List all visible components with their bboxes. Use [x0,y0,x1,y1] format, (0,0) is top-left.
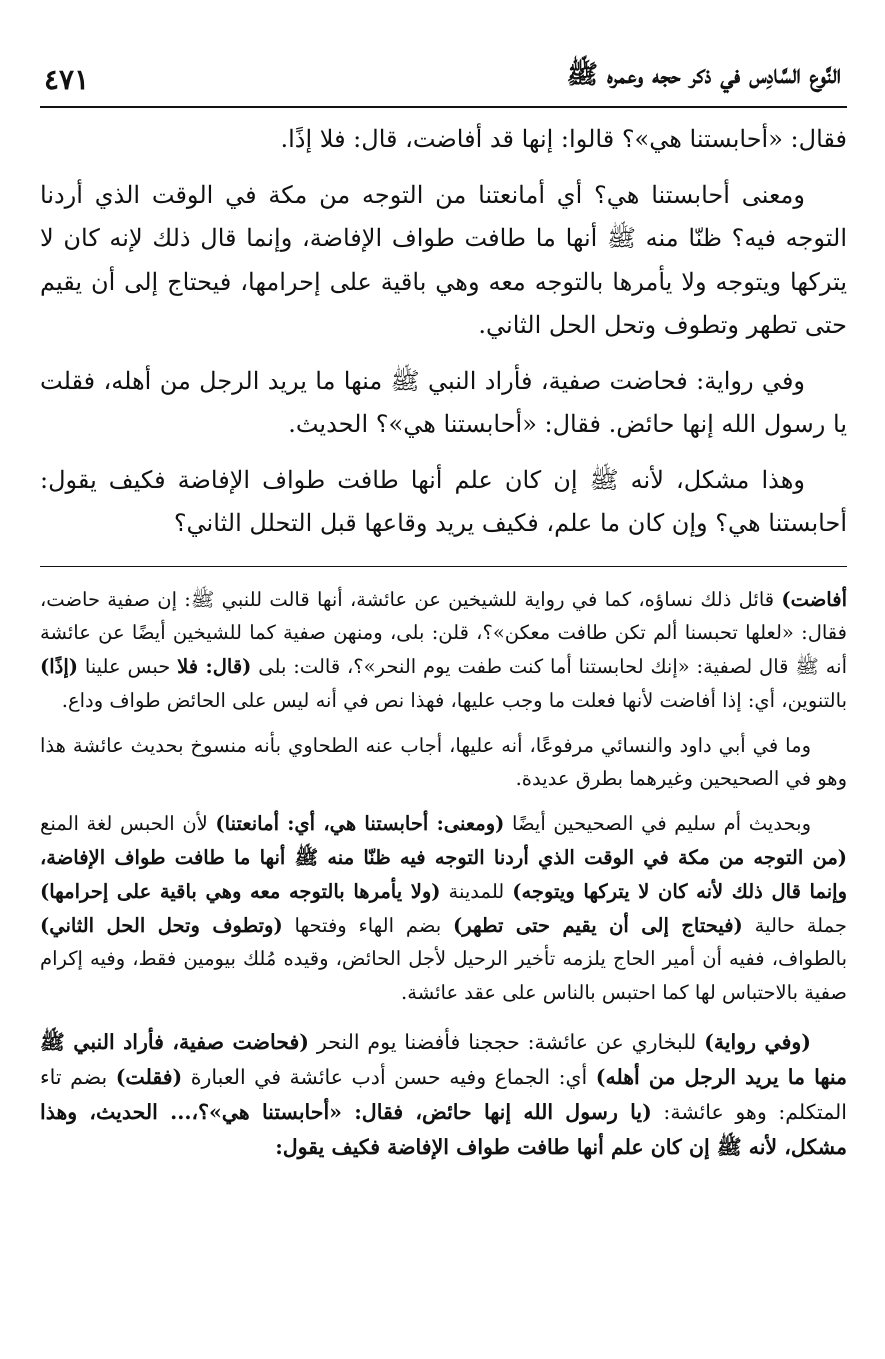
commentary-paragraph-1 [40,583,847,718]
commentary-term: أفاضت) [781,587,847,611]
running-title: النَّوع السَّادِس في ذكر حجه وعمره ﷺ [566,60,841,90]
commentary-text: قائل ذلك نساؤه، كما في رواية للشيخين عن عائشة، أنها قالت للنبي ﷺ: إن صفية حاضت، فقال: «لعلها تحبسنا ألم تكن طافت معكن»؟، قلن: بلى، ومنهن صفية كما للشيخين أيضًا عن عائشة أنه ﷺ قال لصفية: «إنك لحابستنا أما كنت طفت يوم النحر»؟، قالت: بلى [40,587,848,679]
commentary-text: للمدينة [440,879,513,903]
commentary-paragraph-3 [40,807,847,1010]
commentary-text: وبحديث أم سليم في الصحيحين أيضًا [504,812,811,836]
commentary-text: جملة حالية [742,913,847,937]
commentary-text: بضم الهاء وفتحها [282,913,454,937]
commentary-term: (إذًا) [40,655,78,679]
main-text [40,118,847,546]
commentary-term: (يا رسول الله إنها حائض، فقال: «أحابستنا هي»؟،... الحديث، وهذا مشكل، لأنه ﷺ إن كان علم أنها طافت طواف الإفاضة فكيف يقول: [40,1100,847,1160]
commentary-term: (فيحتاج إلى أن يقيم حتى تطهر) [453,913,743,937]
main-paragraph-2: ومعنى أحابستنا هي؟ أي أمانعتنا من التوجه من مكة في الوقت الذي أردنا التوجه فيه؟ ظنّا منه ﷺ أنها ما طافت طواف الإفاضة، وإنما قال ذلك لإنه كان لا يتركها ويتوجه ولا يأمرها بالتوجه معه وهي باقية على إحرامها، فيحتاج إلى أن يقيم حتى تطهر وتطوف وتحل الحل الثاني. [40,180,847,339]
main-paragraph-4: وهذا مشكل، لأنه ﷺ إن كان علم أنها طافت طواف الإفاضة فكيف يقول: أحابستنا هي؟ وإن كان ما علم، فكيف يريد وقاعها قبل التحلل الثاني؟ [40,465,847,537]
commentary-term: (من التوجه من مكة في الوقت الذي أردنا التوجه فيه ظنّا منه ﷺ أنها ما طافت طواف الإفاضة، وإنما قال ذلك لأنه كان لا يتركها ويتوجه) [40,846,847,903]
commentary-term: (ومعنى: أحابستنا هي، أي: أمانعتنا) [215,812,505,836]
commentary-term: (فقلت) [115,1065,183,1090]
commentary-text: أي: الجماع وفيه حسن أدب عائشة في العبارة [182,1065,596,1090]
commentary-text: بضم تاء المتكلم: وهو عائشة: [40,1065,847,1125]
commentary-term: (وتطوف وتحل الحل الثاني) [40,913,283,937]
main-paragraph-1: فقال: «أحابستنا هي»؟ قالوا: إنها قد أفاضت، قال: فلا إذًا. [280,125,847,153]
commentary-term: (قال: فلا [177,655,252,679]
commentary [40,583,847,1166]
footnote-separator [40,566,847,567]
commentary-term: (وفي رواية) [704,1030,811,1055]
commentary-paragraph-2: وما في أبي داود والنسائي مرفوعًا، أنه عليها، أجاب عنه الطحاوي بأنه منسوخ بحديث عائشة هذا وهو في الصحيحين وغيرهما بطرق عديدة. [40,733,847,791]
commentary-paragraph-4 [40,1025,847,1165]
commentary-text: لأن الحبس لغة المنع [40,812,216,836]
commentary-text: للبخاري عن عائشة: حججنا فأفضنا يوم النحر [309,1030,705,1055]
commentary-term: (ولا يأمرها بالتوجه معه وهي باقية على إحرامها) [40,879,441,903]
commentary-term: (فحاضت صفية، فأراد النبي ﷺ منها ما يريد الرجل من أهله) [40,1030,847,1090]
commentary-text: بالتنوين، أي: إذا أفاضت لأنها فعلت ما وجب عليها، فهذا نص في أنه ليس على الحائض طواف وداع. [61,688,847,712]
commentary-text: حبس علينا [77,655,178,679]
main-paragraph-3: وفي رواية: فحاضت صفية، فأراد النبي ﷺ منها ما يريد الرجل من أهله، فقلت يا رسول الله إنها حائض. فقال: «أحابستنا هي»؟ الحديث. [40,366,847,438]
page-number: ٤٧١ [44,63,90,96]
page-header [40,58,847,108]
commentary-text: بالطواف، ففيه أن أمير الحاج يلزمه تأخير الرحيل لأجل الحائض، وقيده مُلك بيومين فقط، وفيه إكرام صفية بالاحتباس لها كما احتبس بالناس على عقد عائشة. [40,947,847,1005]
